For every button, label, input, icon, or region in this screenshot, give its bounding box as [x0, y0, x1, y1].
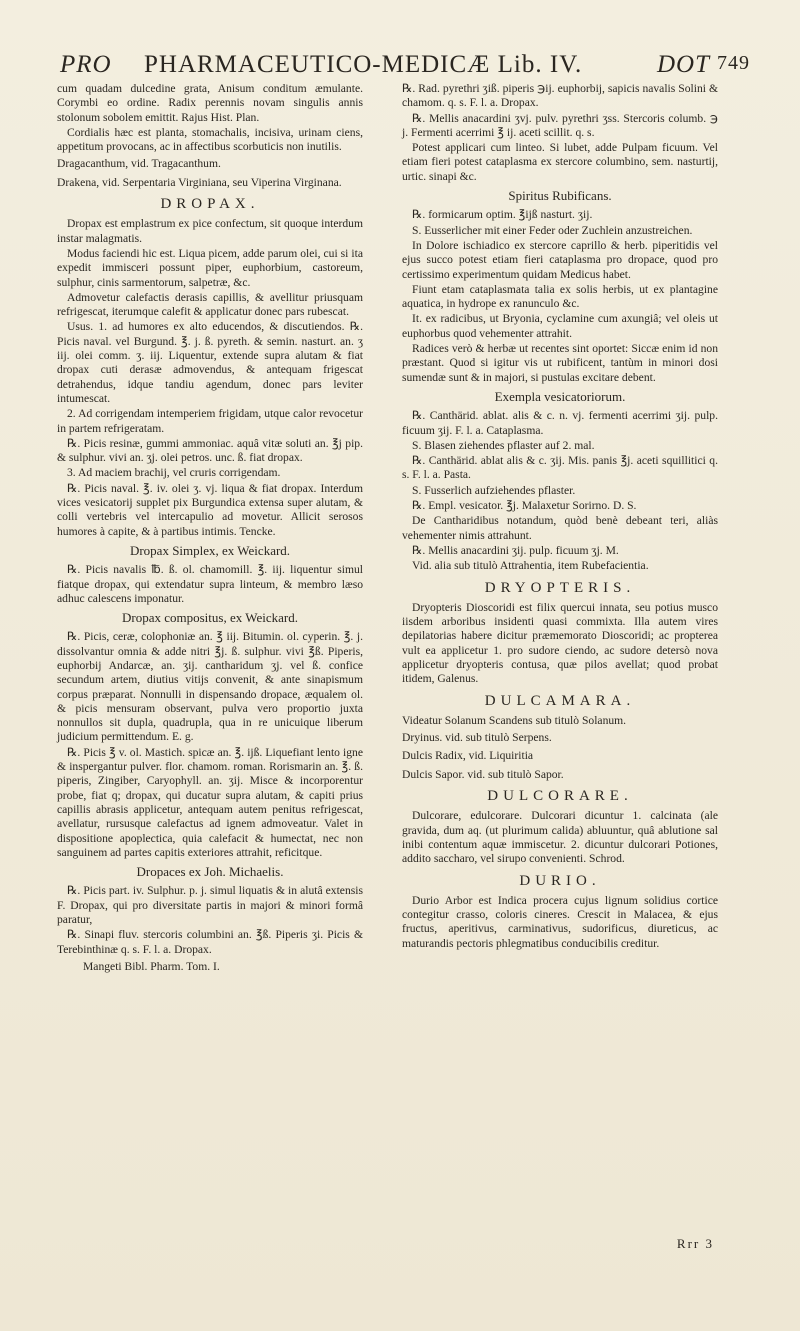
paragraph: Durio Arbor est Indica procera cujus lignum solidius cortice contegitur crasso, coloris cineres. Crescit in Malacea, & ejus fructus, aperitivus, carminativus, sudorificus, diureticus, ac maturandis pectoris phlegmatibus conducibilis creditur. [402, 893, 718, 950]
paragraph: ℞. Mellis anacardini ʒij. pulp. ficuum ʒj. M. [412, 543, 619, 557]
section-heading: DROPAX. [160, 196, 260, 213]
paragraph: ℞. formicarum optim. ℥ijß nasturt. ʒij. [412, 208, 593, 222]
left-column [57, 82, 363, 975]
paragraph: Videatur Solanum Scandens sub titulò Solanum. [402, 713, 627, 727]
cross-reference-entry: Dulcis Radix, vid. Liquiritia [402, 749, 534, 763]
paragraph: Cordialis hæc est planta, stomachalis, incisiva, urinam ciens, appetitum provocans, ac in affectibus scorbuticis non inutilis. [57, 125, 363, 154]
section-heading: DURIO. [519, 872, 601, 889]
paragraph: ℞. Sinapi fluv. stercoris columbini an. ℥ß. Piperis ʒi. Picis & Terebinthinæ q. s. F. l. a. Dropax. [57, 928, 363, 956]
paragraph: Radices verò & herbæ ut recentes sint oportet: Siccæ enim id non præstant. Quod si igitur vis ut rubificent, tantùm in minori dosi sumendæ sunt & in majori, si pustulas excitare debent. [402, 342, 718, 384]
paragraph: ℞. Picis part. iv. Sulphur. p. j. simul liquatis & in alutâ extensis F. Dropax, qui pro diversitate partis in majori & minori formâ paratur, [57, 884, 363, 927]
subsection-heading: Exempla vesicatoriorum. [494, 388, 626, 404]
signature-mark: Rrr 3 [676, 1236, 714, 1251]
paragraph: Vid. alia sub titulò Attrahentia, item Rubefacientia. [412, 559, 649, 573]
section-heading: DRYOPTERIS. [484, 579, 636, 596]
paragraph: 2. Ad corrigendam intemperiem frigidam, utque calor revocetur in partem refrigeratam. [57, 407, 363, 435]
paragraph: De Cantharidibus notandum, quòd benè debeant teri, aliàs vehementer nimis attrahunt. [402, 514, 718, 542]
running-head-left: PRO [60, 51, 112, 78]
paragraph: ℞. Picis ℥ v. ol. Mastich. spicæ an. ℥. ijß. Liquefiant lento igne & inspergantur pulver. flor. chamom. roman. Rorismarin an. ℥. ß. piperis, Zingiber, Caryophyll. an. ʒij. Misce & incorporentur probe, fiat q; dropax, qui ducatur supra alutam, & capiti prius capillis abrasis applicetur, antequam autem penitus refrigescat, avellatur, rursusque calefactus ad ignem admoveatur. Valet in dispositione apoplectica, quia calefacit & humectat, nec non sanguinem ad partes capitis exteriores attrahit, reficitque. [57, 745, 363, 859]
running-head-right: DOT [656, 51, 710, 78]
cross-reference-entry: Dryinus. vid. sub titulò Serpens. [402, 731, 552, 745]
cross-reference-entry: Dulcis Sapor. vid. sub titulò Sapor. [402, 767, 564, 781]
paragraph: Dulcorare, edulcorare. Dulcorari dicuntur 1. calcinata (ale gravida, dum aq. (ut plurimum calida) abluuntur, quâ ablutione sal inibi contentum aquæ immiscetur. 2. dicuntur dulcorari Potiones, addito saccharo, vel sirupo convenienti. Schrod. [402, 809, 718, 866]
paragraph: Potest applicari cum linteo. Si lubet, adde Pulpam ficuum. Vel etiam fieri potest cataplasma ex stercore columbino, sem. nasturtij, urtic. sinapi &c. [402, 141, 718, 183]
paragraph: ℞. Canthärid. ablat alis & c. ʒij. Mis. panis ℥j. aceti squillitici q. s. F. l. a. Pasta. [402, 454, 718, 482]
paragraph: In Dolore ischiadico ex stercore caprillo & herb. piperitidis vel ejus succo potest etiam fieri cataplasma pro dropace, quod pro certissimo experimentum quidam Medicus habet. [402, 238, 718, 281]
paragraph: ℞. Picis, ceræ, colophoniæ an. ℥ iij. Bitumin. ol. cyperin. ℥. j. dissolvantur omnia & adde nitri ℥j. ß. sulphur. vivi ℥ß. Piperis, euphorbij Andarcæ, an. ʒij. cantharidum ʒj. vel ß. confice secundum artem, diutius vitijs convenit, & ante sinapismum corpus præparat. Nonnulli in dispensando dropace, æqualem ol. & picis mensuram observant, pulva vero proportio juxta nonnullos sit dupla, quadrupla, qua in re unicuique liberum judicium permittendum. E. g. [57, 630, 363, 744]
paragraph: Usus. 1. ad humores ex alto educendos, & discutiendos. ℞. Picis naval. vel Burgund. ℥. j. ß. pyreth. & semin. nasturt. an. ʒ iij. olei comm. ʒ. iij. Liquentur, extende supra alutam & fiat dropax cuti derasæ admovendus, & antequam frigescat detrahendus, idque tandiu agendum, donec pars leviter intumescat. [57, 320, 363, 405]
section-heading: DULCORARE. [487, 788, 633, 805]
running-head-title: PHARMACEUTICO-MEDICÆ Lib. IV. [144, 51, 583, 78]
paragraph: Modus faciendi hic est. Liqua picem, adde parum olei, cui si ita expedit immisceri possunt piper, euphorbium, castoreum, sulphur, cinis sarmentorum, salpetræ, &c. [57, 246, 363, 289]
cross-reference-entry: Drakena, vid. Serpentaria Virginiana, seu Viperina Virginana. [57, 175, 342, 189]
paragraph: ℞. Mellis anacardini ʒvj. pulv. pyrethri ʒss. Stercoris columb. ℈ j. Fermenti acerrimi ℥ ij. aceti scillit. q. s. [402, 111, 718, 139]
subsection-heading: Dropaces ex Joh. Michaelis. [136, 864, 284, 880]
paragraph: S. Eusserlicher mit einer Feder oder Zuchlein anzustreichen. [412, 223, 693, 237]
paragraph: S. Fusserlich aufziehendes pflaster. [412, 483, 576, 497]
paragraph: ℞. Canthärid. ablat. alis & c. n. vj. fermenti acerrimi ʒij. pulp. ficuum ʒij. F. l. a. Cataplasma. [402, 409, 718, 437]
paragraph: 3. Ad maciem brachij, vel cruris corrigendam. [67, 466, 281, 480]
footer-line: Mangeti Bibl. Pharm. Tom. I. [83, 959, 220, 973]
right-column [402, 82, 718, 952]
paragraph: It. ex radicibus, ut Bryonia, cyclamine cum axungiâ; vel oleis ut euphorbus quod vehementer attrahit. [402, 312, 718, 340]
paragraph: cum quadam dulcedine grata, Anisum conditum æmulante. Corymbi eo ordine. Radix perennis novam singulis annis stolonum sobolem emittit. Rajus Hist. Plan. [57, 82, 363, 124]
paragraph: Fiunt etam cataplasmata talia ex solis herbis, ut ex plantagine aquatica, in hydrope ex ranunculo &c. [402, 282, 718, 311]
paragraph: ℞. Empl. vesicator. ℥j. Malaxetur Sorirno. D. S. [412, 499, 637, 513]
paragraph: S. Blasen ziehendes pflaster auf 2. mal. [412, 438, 595, 452]
paragraph: Admovetur calefactis derasis capillis, & avellitur priusquam refrigescat, iterumque calefit & applicatur donec pars rubescat. [57, 290, 363, 319]
paragraph: ℞. Picis naval. ℥. iv. olei ʒ. vj. liqua & fiat dropax. Interdum vices vesicatorij supplet pix Burgundica extensa super alutam, & colli vertebris vel intercapulio ad movetur. Allicit serosos humores à capite, & à partibus intimis. Tencke. [57, 481, 363, 538]
paragraph: Dryopteris Dioscoridi est filix quercui innata, seu potius musco iisdem arboribus insidenti quasi commixta. Illa autem vires depilatorias habere dicitur præmemorato Dioscoridi; ac propterea vult ea applicetur 1. pro sudore ciendo, ac sudore detersò nova applicetur dryopteris contusa, quæ pilos avellat; quod probat itidem, Galenus. [402, 600, 718, 686]
paragraph: ℞. Picis navalis ℔. ß. ol. chamomill. ℥. iij. liquentur simul fiatque dropax, qui extendatur supra linteum, & membro læso adhuc calescens imponatur. [57, 563, 363, 605]
paragraph: ℞. Rad. pyrethri ʒiß. piperis ℈ij. euphorbij, sapicis navalis Solini & chamom. q. s. F. l. a. Dropax. [402, 82, 718, 110]
page-number: 749 [717, 52, 750, 74]
cross-reference-entry: Dragacanthum, vid. Tragacanthum. [57, 157, 221, 171]
paragraph: Dropax est emplastrum ex pice confectum, sit quoque interdum instar malagmatis. [57, 217, 363, 245]
paragraph: ℞. Picis resinæ, gummi ammoniac. aquâ vitæ soluti an. ℥j pip. & sulphur. vivi an. ʒj. olei petros. unc. ß. fiat dropax. [57, 436, 363, 465]
subsection-heading: Spiritus Rubificans. [508, 188, 612, 204]
subsection-heading: Dropax compositus, ex Weickard. [122, 610, 298, 626]
section-heading: DULCAMARA. [484, 692, 636, 709]
running-head [60, 48, 750, 82]
subsection-heading: Dropax Simplex, ex Weickard. [129, 542, 291, 558]
